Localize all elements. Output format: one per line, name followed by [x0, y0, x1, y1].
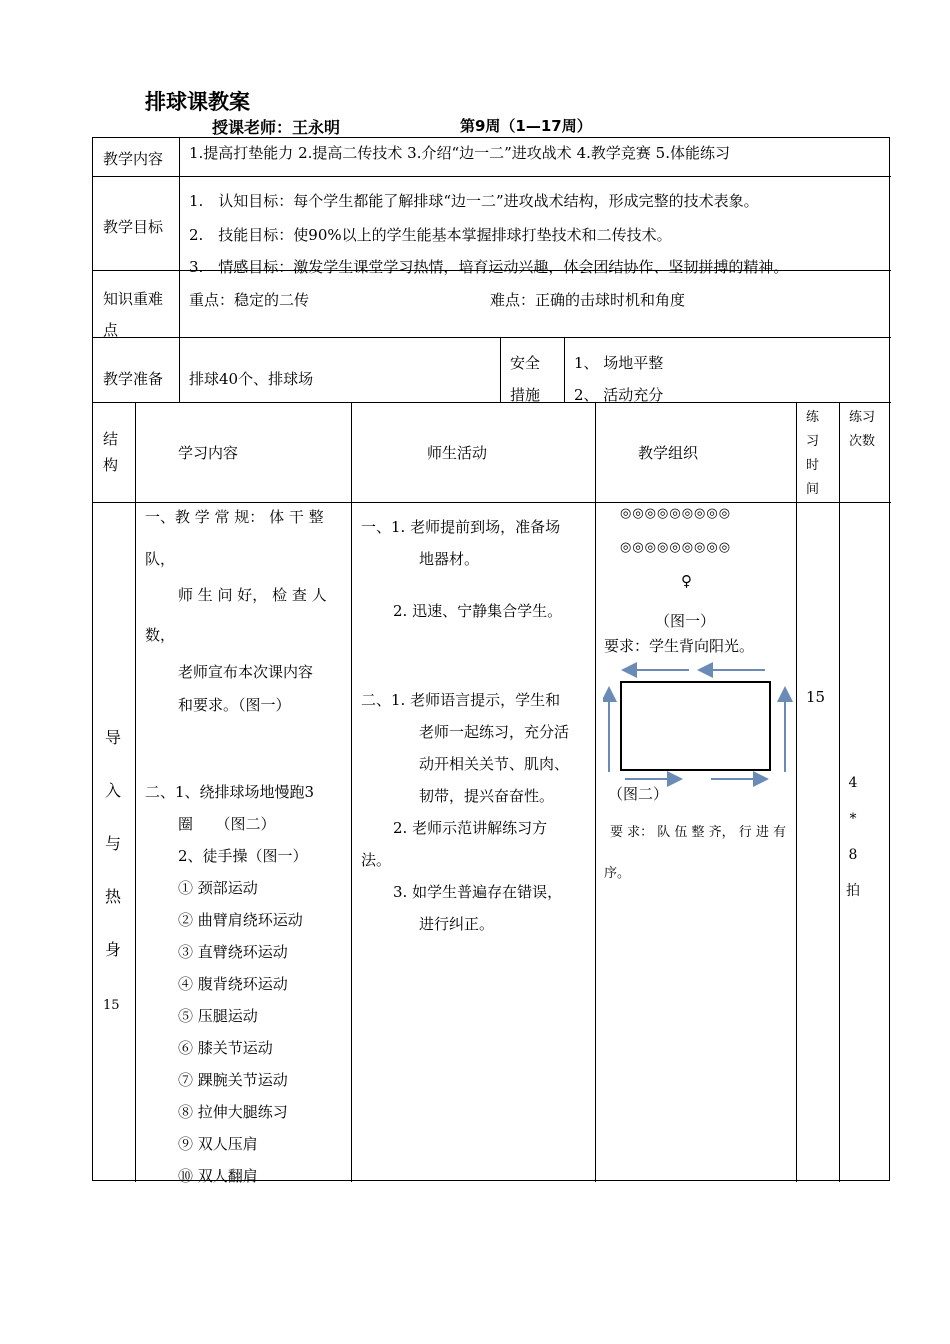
content-line: 老师宣布本次课内容	[178, 663, 314, 681]
figure-label: （图一）	[655, 612, 716, 630]
content-line: ④ 腹背绕环运动	[178, 975, 288, 993]
content-line: ⑧ 拉伸大腿练习	[178, 1103, 288, 1121]
col-divider	[595, 402, 596, 1182]
goal-item: 3. 情感目标：激发学生课堂学习热情，培育运动兴趣，体会团结协作、坚韧拼搏的精神。	[189, 258, 789, 276]
content-line: 一、教 学 常 规： 体 干 整	[145, 508, 324, 526]
prep-label: 教学准备	[103, 370, 164, 388]
col-activity: 师生活动	[427, 444, 488, 462]
teacher-name: 授课老师：王永明	[212, 118, 341, 137]
figure-label: （图二）	[608, 785, 669, 803]
formation-row: ◎◎◎◎◎◎◎◎◎	[620, 540, 732, 555]
structure-char: 热	[104, 887, 121, 906]
col-divider	[564, 337, 565, 402]
content-line: ① 颈部运动	[178, 879, 258, 897]
safety-label: 安全	[510, 354, 541, 372]
teacher-icon: ♀	[681, 572, 692, 590]
content-text: 1.提高打垫能力 2.提高二传技术 3.介绍“边一二”进攻战术 4.教学竞赛 5.体能练习	[189, 144, 730, 162]
activity-line: 进行纠正。	[419, 915, 495, 933]
content-line: ⑤ 压腿运动	[178, 1007, 258, 1025]
content-line: 二、1、绕排球场地慢跑3	[145, 783, 315, 801]
activity-line: 3. 如学生普遍存在错误，	[393, 883, 563, 901]
court-rectangle	[621, 682, 770, 770]
formation-row: ◎◎◎◎◎◎◎◎◎	[620, 506, 732, 521]
content-line: 数，	[145, 626, 176, 644]
content-line: 师 生 问 好， 检 查 人	[178, 586, 327, 604]
col-structure: 构	[103, 456, 119, 474]
key-point: 重点：稳定的二传	[189, 291, 310, 309]
org-requirement: 要 求： 队 伍 整 齐， 行 进 有	[610, 825, 787, 840]
col-time: 时	[806, 458, 820, 473]
col-time: 习	[806, 434, 820, 449]
content-line: ⑥ 膝关节运动	[178, 1039, 273, 1057]
col-structure: 结	[103, 430, 119, 448]
activity-line: 老师一起练习，充分活	[419, 723, 570, 741]
col-organization: 教学组织	[638, 444, 699, 462]
structure-char: 与	[104, 834, 121, 853]
goal-item: 2. 技能目标：使90%以上的学生能基本掌握排球打垫技术和二传技术。	[189, 226, 672, 244]
activity-line: 地器材。	[419, 550, 480, 568]
week-info: 第9周（1—17周）	[460, 117, 592, 135]
content-label: 教学内容	[103, 150, 164, 168]
row-divider	[93, 402, 891, 403]
goal-item: 1. 认知目标：每个学生都能了解排球“边一二”进攻战术结构，形成完整的技术表象。	[189, 192, 759, 210]
activity-line: 动开相关关节、肌肉、	[419, 755, 570, 773]
content-line: 和要求。（图一）	[178, 696, 291, 714]
col-divider	[500, 337, 501, 402]
practice-count: *	[849, 811, 857, 827]
content-line: ② 曲臂肩绕环运动	[178, 911, 303, 929]
col-divider	[796, 402, 797, 1182]
content-line: 2、徒手操（图一）	[178, 847, 308, 865]
col-divider	[135, 402, 136, 1182]
content-line: 圈 （图二）	[178, 815, 276, 833]
activity-line: 2. 老师示范讲解练习方	[393, 819, 548, 837]
structure-char: 入	[104, 781, 121, 800]
structure-time: 15	[103, 998, 120, 1013]
activity-line: 法。	[361, 851, 392, 869]
practice-time: 15	[806, 688, 826, 706]
content-line: ⑦ 踝腕关节运动	[178, 1071, 288, 1089]
activity-line: 一、1. 老师提前到场，准备场	[361, 518, 561, 536]
row-divider	[93, 176, 891, 177]
activity-line: 二、1. 老师语言提示，学生和	[361, 691, 561, 709]
col-count: 次数	[849, 434, 876, 449]
row-divider	[93, 337, 891, 338]
content-line: 队，	[145, 550, 176, 568]
safety-item: 2、 活动充分	[574, 386, 664, 404]
col-time: 间	[806, 482, 820, 497]
col-time: 练	[806, 410, 820, 425]
lesson-plan-table	[92, 137, 890, 1185]
activity-line: 韧带，提兴奋奋性。	[419, 787, 555, 805]
page-title: 排球课教案	[145, 90, 250, 114]
safety-label-cont: 措施	[510, 386, 541, 404]
structure-char: 身	[104, 940, 121, 959]
key-label-cont: 点	[103, 321, 119, 339]
key-label: 知识重难	[103, 290, 164, 308]
difficult-point: 难点：正确的击球时机和角度	[490, 291, 686, 309]
col-count: 练习	[849, 410, 876, 425]
goal-label: 教学目标	[103, 218, 164, 236]
col-divider	[179, 337, 180, 402]
prep-text: 排球40个、排球场	[189, 370, 314, 388]
practice-count: 8	[848, 847, 858, 863]
row-divider	[93, 502, 891, 503]
content-line: ⑨ 双人压肩	[178, 1135, 258, 1153]
practice-count: 拍	[846, 883, 860, 899]
content-line: ⑩ 双人翻肩	[178, 1167, 258, 1185]
activity-line: 2. 迅速、宁静集合学生。	[393, 602, 563, 620]
structure-char: 导	[104, 728, 121, 747]
running-route-diagram	[603, 658, 793, 788]
col-divider	[351, 402, 352, 1182]
org-requirement: 要求：学生背向阳光。	[604, 637, 755, 655]
org-requirement: 序。	[604, 866, 631, 881]
practice-count: 4	[848, 775, 858, 791]
safety-item: 1、 场地平整	[574, 354, 664, 372]
col-content: 学习内容	[178, 444, 239, 462]
content-line: ③ 直臂绕环运动	[178, 943, 288, 961]
